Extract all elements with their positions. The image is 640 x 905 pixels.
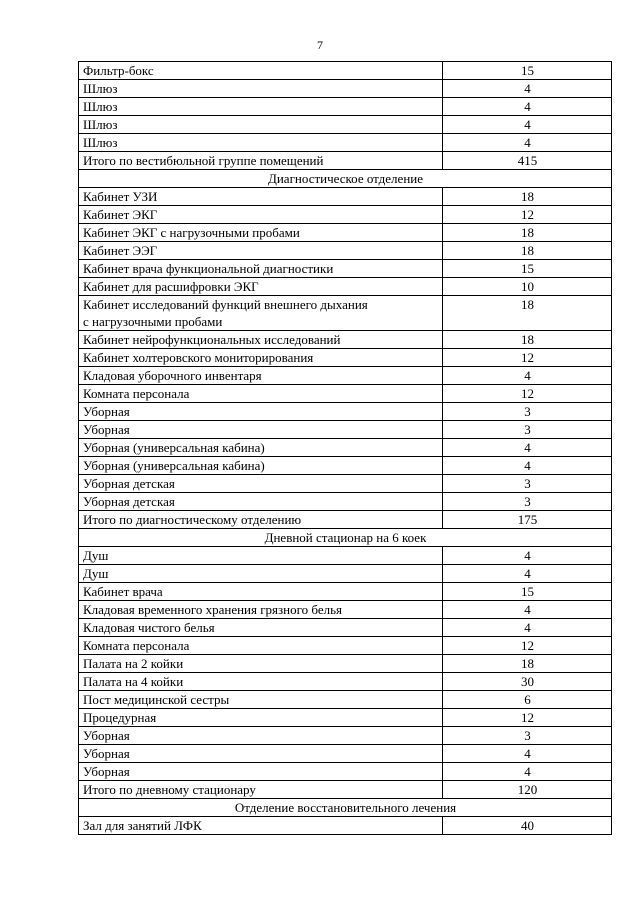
room-name-cell: Шлюз: [79, 80, 443, 98]
room-name-line: Кабинет исследований функций внешнего дыхания: [83, 297, 368, 312]
room-name-cell: Кладовая временного хранения грязного белья: [79, 601, 443, 619]
room-area-cell: 40: [443, 817, 612, 835]
table-row: [79, 457, 612, 475]
room-area-cell: 4: [443, 745, 612, 763]
table-row: [79, 367, 612, 385]
room-name-cell: Уборная: [79, 403, 443, 421]
table-row: [79, 709, 612, 727]
table-row: [79, 781, 612, 799]
page-number: 7: [317, 38, 323, 52]
room-name-cell: Кабинет нейрофункциональных исследований: [79, 331, 443, 349]
table-row: [79, 116, 612, 134]
room-area-cell: 3: [443, 493, 612, 511]
room-area-cell: 18: [443, 296, 612, 331]
room-area-cell: 4: [443, 565, 612, 583]
room-name-cell: Процедурная: [79, 709, 443, 727]
table-row: [79, 349, 612, 367]
room-area-cell: 12: [443, 349, 612, 367]
room-area-cell: 18: [443, 188, 612, 206]
room-area-cell: 15: [443, 260, 612, 278]
table-row: [79, 385, 612, 403]
table-row: [79, 278, 612, 296]
rooms-table-body: [79, 62, 612, 835]
room-area-cell: 4: [443, 601, 612, 619]
table-row: [79, 152, 612, 170]
room-area-cell: 4: [443, 98, 612, 116]
room-name-cell: Душ: [79, 565, 443, 583]
room-name-cell: Кабинет ЭКГ: [79, 206, 443, 224]
table-row: [79, 439, 612, 457]
room-area-cell: 4: [443, 763, 612, 781]
room-name-cell: Палата на 2 койки: [79, 655, 443, 673]
room-area-cell: 120: [443, 781, 612, 799]
section-title: Отделение восстановительного лечения: [79, 799, 612, 817]
room-name-cell: Кабинет врача: [79, 583, 443, 601]
room-name-cell: Шлюз: [79, 116, 443, 134]
room-name-cell: Уборная детская: [79, 493, 443, 511]
table-row: [79, 763, 612, 781]
table-row: [79, 673, 612, 691]
room-name-cell: Итого по вестибюльной группе помещений: [79, 152, 443, 170]
table-row: [79, 817, 612, 835]
room-area-cell: 15: [443, 62, 612, 80]
room-name-cell: Уборная: [79, 727, 443, 745]
table-row: [79, 260, 612, 278]
room-name-cell: Зал для занятий ЛФК: [79, 817, 443, 835]
table-row: [79, 331, 612, 349]
room-area-cell: 12: [443, 637, 612, 655]
table-row: [79, 655, 612, 673]
section-header-row: [79, 170, 612, 188]
table-row: [79, 421, 612, 439]
room-name-cell: Шлюз: [79, 98, 443, 116]
room-area-cell: 3: [443, 475, 612, 493]
table-row: [79, 188, 612, 206]
room-name-cell: Фильтр-бокс: [79, 62, 443, 80]
room-area-cell: 30: [443, 673, 612, 691]
table-row: [79, 493, 612, 511]
room-name-cell: Шлюз: [79, 134, 443, 152]
room-name-cell: Уборная: [79, 763, 443, 781]
room-area-cell: 18: [443, 242, 612, 260]
room-area-cell: 3: [443, 421, 612, 439]
room-area-cell: 12: [443, 206, 612, 224]
table-row: [79, 403, 612, 421]
room-name-cell: Кладовая чистого белья: [79, 619, 443, 637]
room-name-cell: Кабинет УЗИ: [79, 188, 443, 206]
room-area-cell: 10: [443, 278, 612, 296]
table-row: [79, 224, 612, 242]
room-name-cell: Комната персонала: [79, 385, 443, 403]
table-row: [79, 745, 612, 763]
room-name-cell: Уборная: [79, 421, 443, 439]
room-area-cell: 3: [443, 403, 612, 421]
table-row: [79, 565, 612, 583]
table-row: [79, 637, 612, 655]
room-name-cell: Итого по дневному стационару: [79, 781, 443, 799]
table-row: [79, 601, 612, 619]
room-area-cell: 4: [443, 547, 612, 565]
room-name-cell: Кабинет врача функциональной диагностики: [79, 260, 443, 278]
room-area-cell: 4: [443, 439, 612, 457]
room-name-cell: Кабинет для расшифровки ЭКГ: [79, 278, 443, 296]
table-row: [79, 296, 612, 331]
room-name-cell: Палата на 4 койки: [79, 673, 443, 691]
room-name-cell: Комната персонала: [79, 637, 443, 655]
room-area-cell: 175: [443, 511, 612, 529]
room-name-cell: Кабинет холтеровского мониторирования: [79, 349, 443, 367]
room-area-cell: 18: [443, 331, 612, 349]
room-name-cell: Уборная детская: [79, 475, 443, 493]
room-name-cell: Уборная (универсальная кабина): [79, 439, 443, 457]
room-name-cell: Уборная (универсальная кабина): [79, 457, 443, 475]
room-area-cell: 4: [443, 134, 612, 152]
table-row: [79, 98, 612, 116]
room-name-line: с нагрузочными пробами: [83, 314, 223, 329]
room-area-cell: 18: [443, 655, 612, 673]
table-row: [79, 475, 612, 493]
room-name-cell: Уборная: [79, 745, 443, 763]
rooms-area-table: [78, 61, 612, 835]
table-row: [79, 583, 612, 601]
room-area-cell: 4: [443, 80, 612, 98]
room-area-cell: 12: [443, 709, 612, 727]
table-row: [79, 511, 612, 529]
section-title: Дневной стационар на 6 коек: [79, 529, 612, 547]
room-name-cell: Душ: [79, 547, 443, 565]
table-row: [79, 727, 612, 745]
room-name-cell: Пост медицинской сестры: [79, 691, 443, 709]
room-area-cell: 6: [443, 691, 612, 709]
section-header-row: [79, 529, 612, 547]
room-area-cell: 415: [443, 152, 612, 170]
table-row: [79, 547, 612, 565]
room-area-cell: 4: [443, 457, 612, 475]
table-row: [79, 80, 612, 98]
room-area-cell: 18: [443, 224, 612, 242]
section-title: Диагностическое отделение: [79, 170, 612, 188]
table-row: [79, 134, 612, 152]
table-row: [79, 242, 612, 260]
room-area-cell: 12: [443, 385, 612, 403]
table-row: [79, 206, 612, 224]
room-area-cell: 4: [443, 367, 612, 385]
room-area-cell: 15: [443, 583, 612, 601]
room-name-cell: Кабинет ЭЭГ: [79, 242, 443, 260]
room-area-cell: 4: [443, 116, 612, 134]
room-area-cell: 3: [443, 727, 612, 745]
room-area-cell: 4: [443, 619, 612, 637]
section-header-row: [79, 799, 612, 817]
table-row: [79, 62, 612, 80]
room-name-cell: [79, 296, 443, 331]
table-row: [79, 691, 612, 709]
room-name-cell: Итого по диагностическому отделению: [79, 511, 443, 529]
room-name-cell: Кладовая уборочного инвентаря: [79, 367, 443, 385]
room-name-cell: Кабинет ЭКГ с нагрузочными пробами: [79, 224, 443, 242]
table-row: [79, 619, 612, 637]
